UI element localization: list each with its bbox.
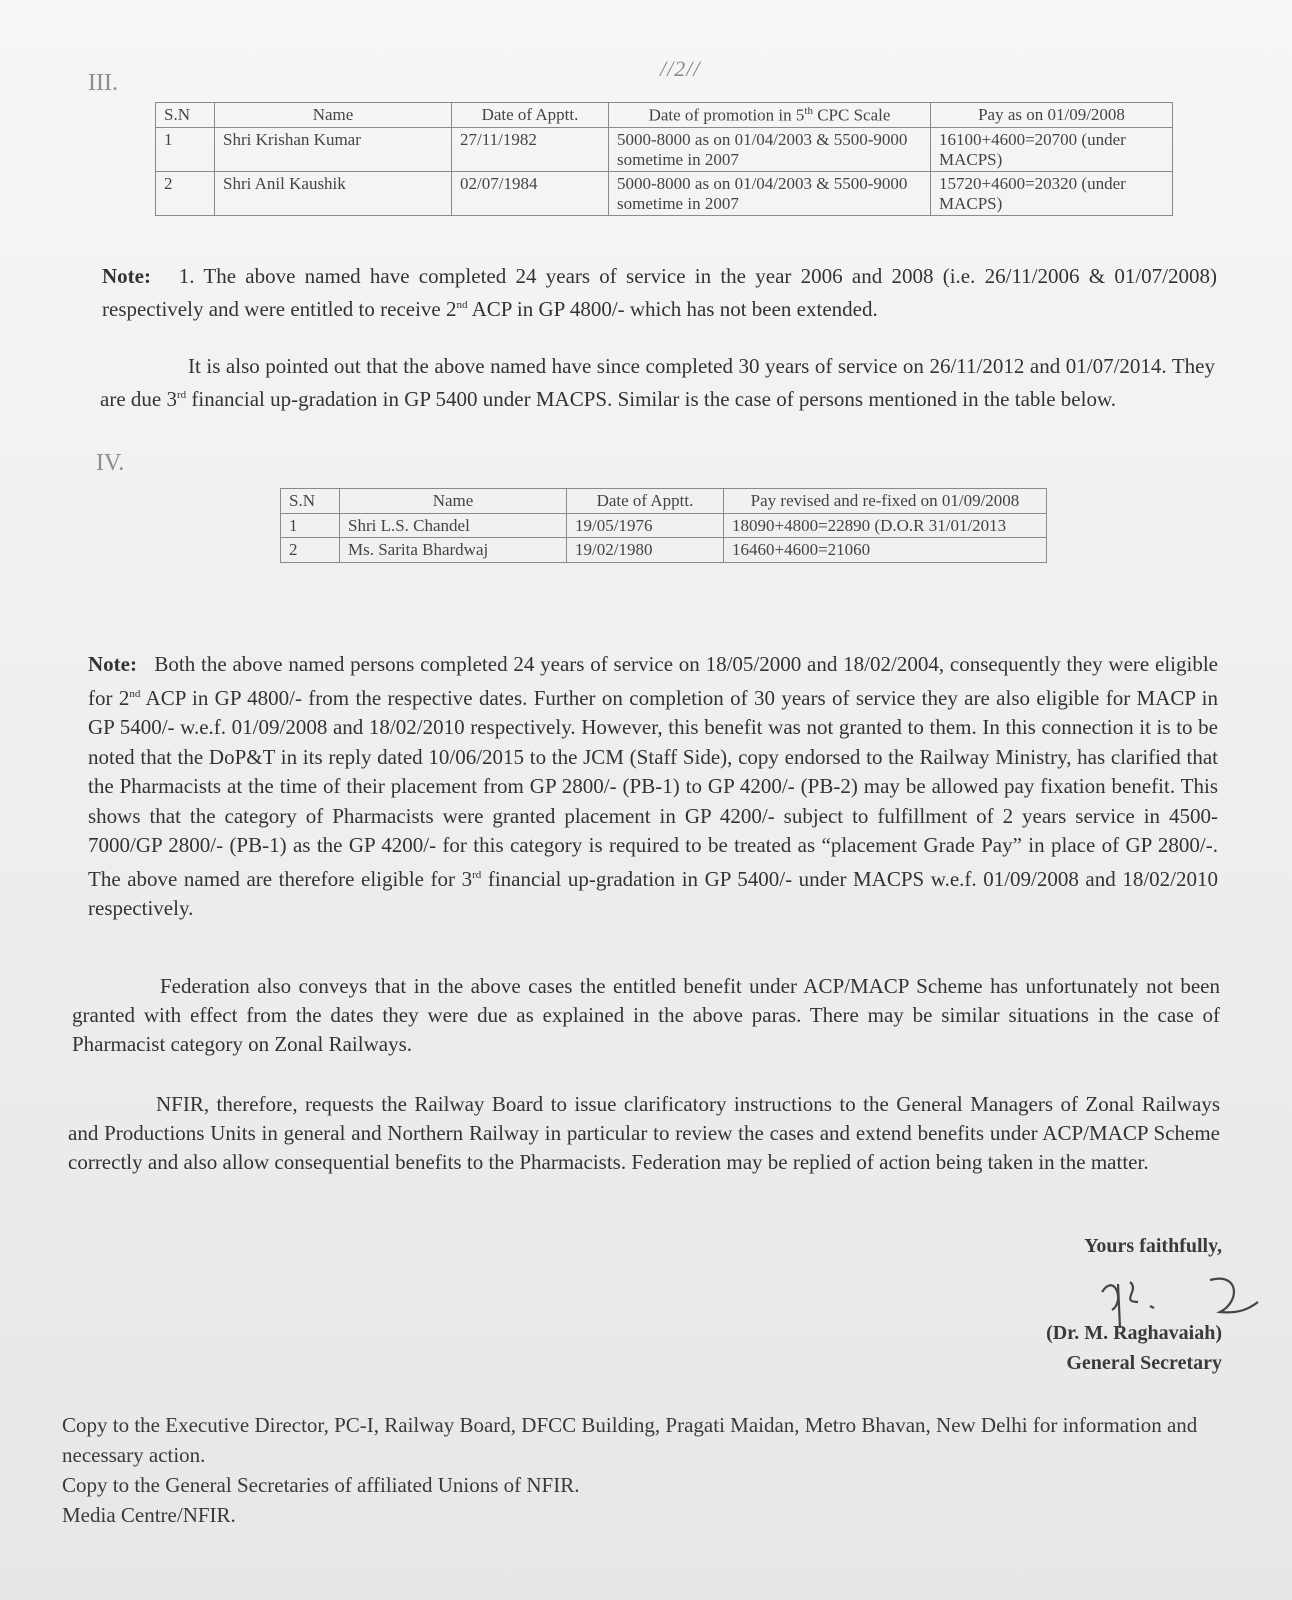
page-number: //2// bbox=[660, 56, 701, 81]
note-text: Both the above named persons completed 24 years of service on 18/05/2000 and 18/02/2004, consequently they were eligible for 2nd ACP in GP 4800/- from the respective dates. Further on completion of 30 years of service they are also eligible for MACP in GP 5400/- w.e.f. 01/09/2008 and 18/02/2010 respectively. However, this benefit was not granted to them. In this connection it is to be noted that the DoP&T in its reply dated 10/06/2015 to the JCM (Staff Side), copy endorsed to the Railway Ministry, has clarified that the Pharmacists at the time of their placement from GP 2800/- (PB-1) to GP 4200/- (PB-2) may be allowed pay fixation benefit. This shows that the category of Pharmacists were granted placement in GP 4200/- subject to fulfillment of 2 years service in 4500-7000/GP 2800/- (PB-1) as the GP 4200/- for this category is required to be treated as “placement Grade Pay” in place of GP 2800/-. The above named are therefore eligible for 3rd financial up-gradation in GP 5400/- under MACPS w.e.f. 01/09/2008 and 18/02/2010 respectively. bbox=[88, 652, 1219, 920]
cell-sn: 1 bbox=[281, 513, 340, 538]
closing: Yours faithfully, bbox=[1084, 1235, 1222, 1257]
cell-name: Shri Krishan Kumar bbox=[215, 128, 452, 172]
col-date-appt: Date of Apptt. bbox=[567, 489, 724, 514]
cell-promotion: 5000-8000 as on 01/04/2003 & 5500-9000 sometime in 2007 bbox=[609, 128, 931, 172]
note-section-iii bbox=[102, 262, 1217, 324]
cell-date-appt: 27/11/1982 bbox=[452, 128, 609, 172]
col-promotion: Date of promotion in 5th CPC Scale bbox=[609, 103, 931, 128]
cell-date-appt: 19/02/1980 bbox=[567, 538, 724, 563]
table-header-row bbox=[156, 103, 1173, 128]
cell-name: Shri Anil Kaushik bbox=[215, 172, 452, 216]
note-section-iv bbox=[88, 650, 1218, 924]
para-federation: Federation also conveys that in the above cases the entitled benefit under ACP/MACP Scheme has unfortunately not been granted with effect from the dates they were due as explained in the above paras. There may be similar situations in the case of Pharmacist category on Zonal Railways. bbox=[72, 974, 1220, 1056]
col-sn: S.N bbox=[156, 103, 215, 128]
cell-name: Ms. Sarita Bhardwaj bbox=[340, 538, 567, 563]
col-pay: Pay as on 01/09/2008 bbox=[931, 103, 1173, 128]
table-header-row bbox=[281, 489, 1047, 514]
col-sn: S.N bbox=[281, 489, 340, 514]
table-row bbox=[281, 513, 1047, 538]
cell-sn: 2 bbox=[281, 538, 340, 563]
cell-date-appt: 19/05/1976 bbox=[567, 513, 724, 538]
cell-name: Shri L.S. Chandel bbox=[340, 513, 567, 538]
copy-to-item: Copy to the General Secretaries of affiliated Unions of NFIR. bbox=[62, 1473, 580, 1497]
note-label: Note: bbox=[88, 652, 137, 676]
col-pay-revised: Pay revised and re-fixed on 01/09/2008 bbox=[724, 489, 1047, 514]
cell-pay: 15720+4600=20320 (under MACPS) bbox=[931, 172, 1173, 216]
copy-to-item: Copy to the Executive Director, PC-I, Railway Board, DFCC Building, Pragati Maidan, Metro Bhavan, New Delhi for information and necessary action. bbox=[62, 1413, 1198, 1467]
table-section-iii bbox=[155, 102, 1173, 216]
copy-to-item: Media Centre/NFIR. bbox=[62, 1503, 236, 1527]
cell-sn: 1 bbox=[156, 128, 215, 172]
col-name: Name bbox=[340, 489, 567, 514]
table-row bbox=[156, 128, 1173, 172]
para-nfir-request: NFIR, therefore, requests the Railway Board to issue clarificatory instructions to the General Managers of Zonal Railways and Productions Units in general and Northern Railway in particular to review the cases and extend benefits under ACP/MACP Scheme correctly and also allow consequential benefits to the Pharmacists. Federation may be replied of action being taken in the matter. bbox=[68, 1092, 1220, 1174]
copy-to-list bbox=[62, 1410, 1232, 1530]
section-label-iii: III. bbox=[88, 70, 118, 96]
section-label-iv: IV. bbox=[96, 450, 125, 476]
note-text: 1. The above named have completed 24 years of service in the year 2006 and 2008 (i.e. 26/11/2006 & 01/07/2008) respectively and were entitled to receive 2nd ACP in GP 4800/- which has not been extended. bbox=[102, 264, 1218, 321]
col-date-appt: Date of Apptt. bbox=[452, 103, 609, 128]
note-label: Note: bbox=[102, 264, 151, 288]
cell-pay: 16100+4600=20700 (under MACPS) bbox=[931, 128, 1173, 172]
cell-promotion: 5000-8000 as on 01/04/2003 & 5500-9000 sometime in 2007 bbox=[609, 172, 931, 216]
cell-pay: 18090+4800=22890 (D.O.R 31/01/2013 bbox=[724, 513, 1047, 538]
cell-date-appt: 02/07/1984 bbox=[452, 172, 609, 216]
table-row bbox=[156, 172, 1173, 216]
col-name: Name bbox=[215, 103, 452, 128]
para-also-pointed-out: It is also pointed out that the above named have since completed 30 years of service on 26/11/2012 and 01/07/2014. They are due 3rd financial up-gradation in GP 5400 under MACPS. Similar is the case of persons mentioned in the table below. bbox=[100, 354, 1215, 411]
signatory-title: General Secretary bbox=[1066, 1352, 1222, 1374]
signatory-name: (Dr. M. Raghavaiah) bbox=[1046, 1322, 1222, 1344]
cell-sn: 2 bbox=[156, 172, 215, 216]
table-row bbox=[281, 538, 1047, 563]
table-section-iv bbox=[280, 488, 1047, 563]
cell-pay: 16460+4600=21060 bbox=[724, 538, 1047, 563]
